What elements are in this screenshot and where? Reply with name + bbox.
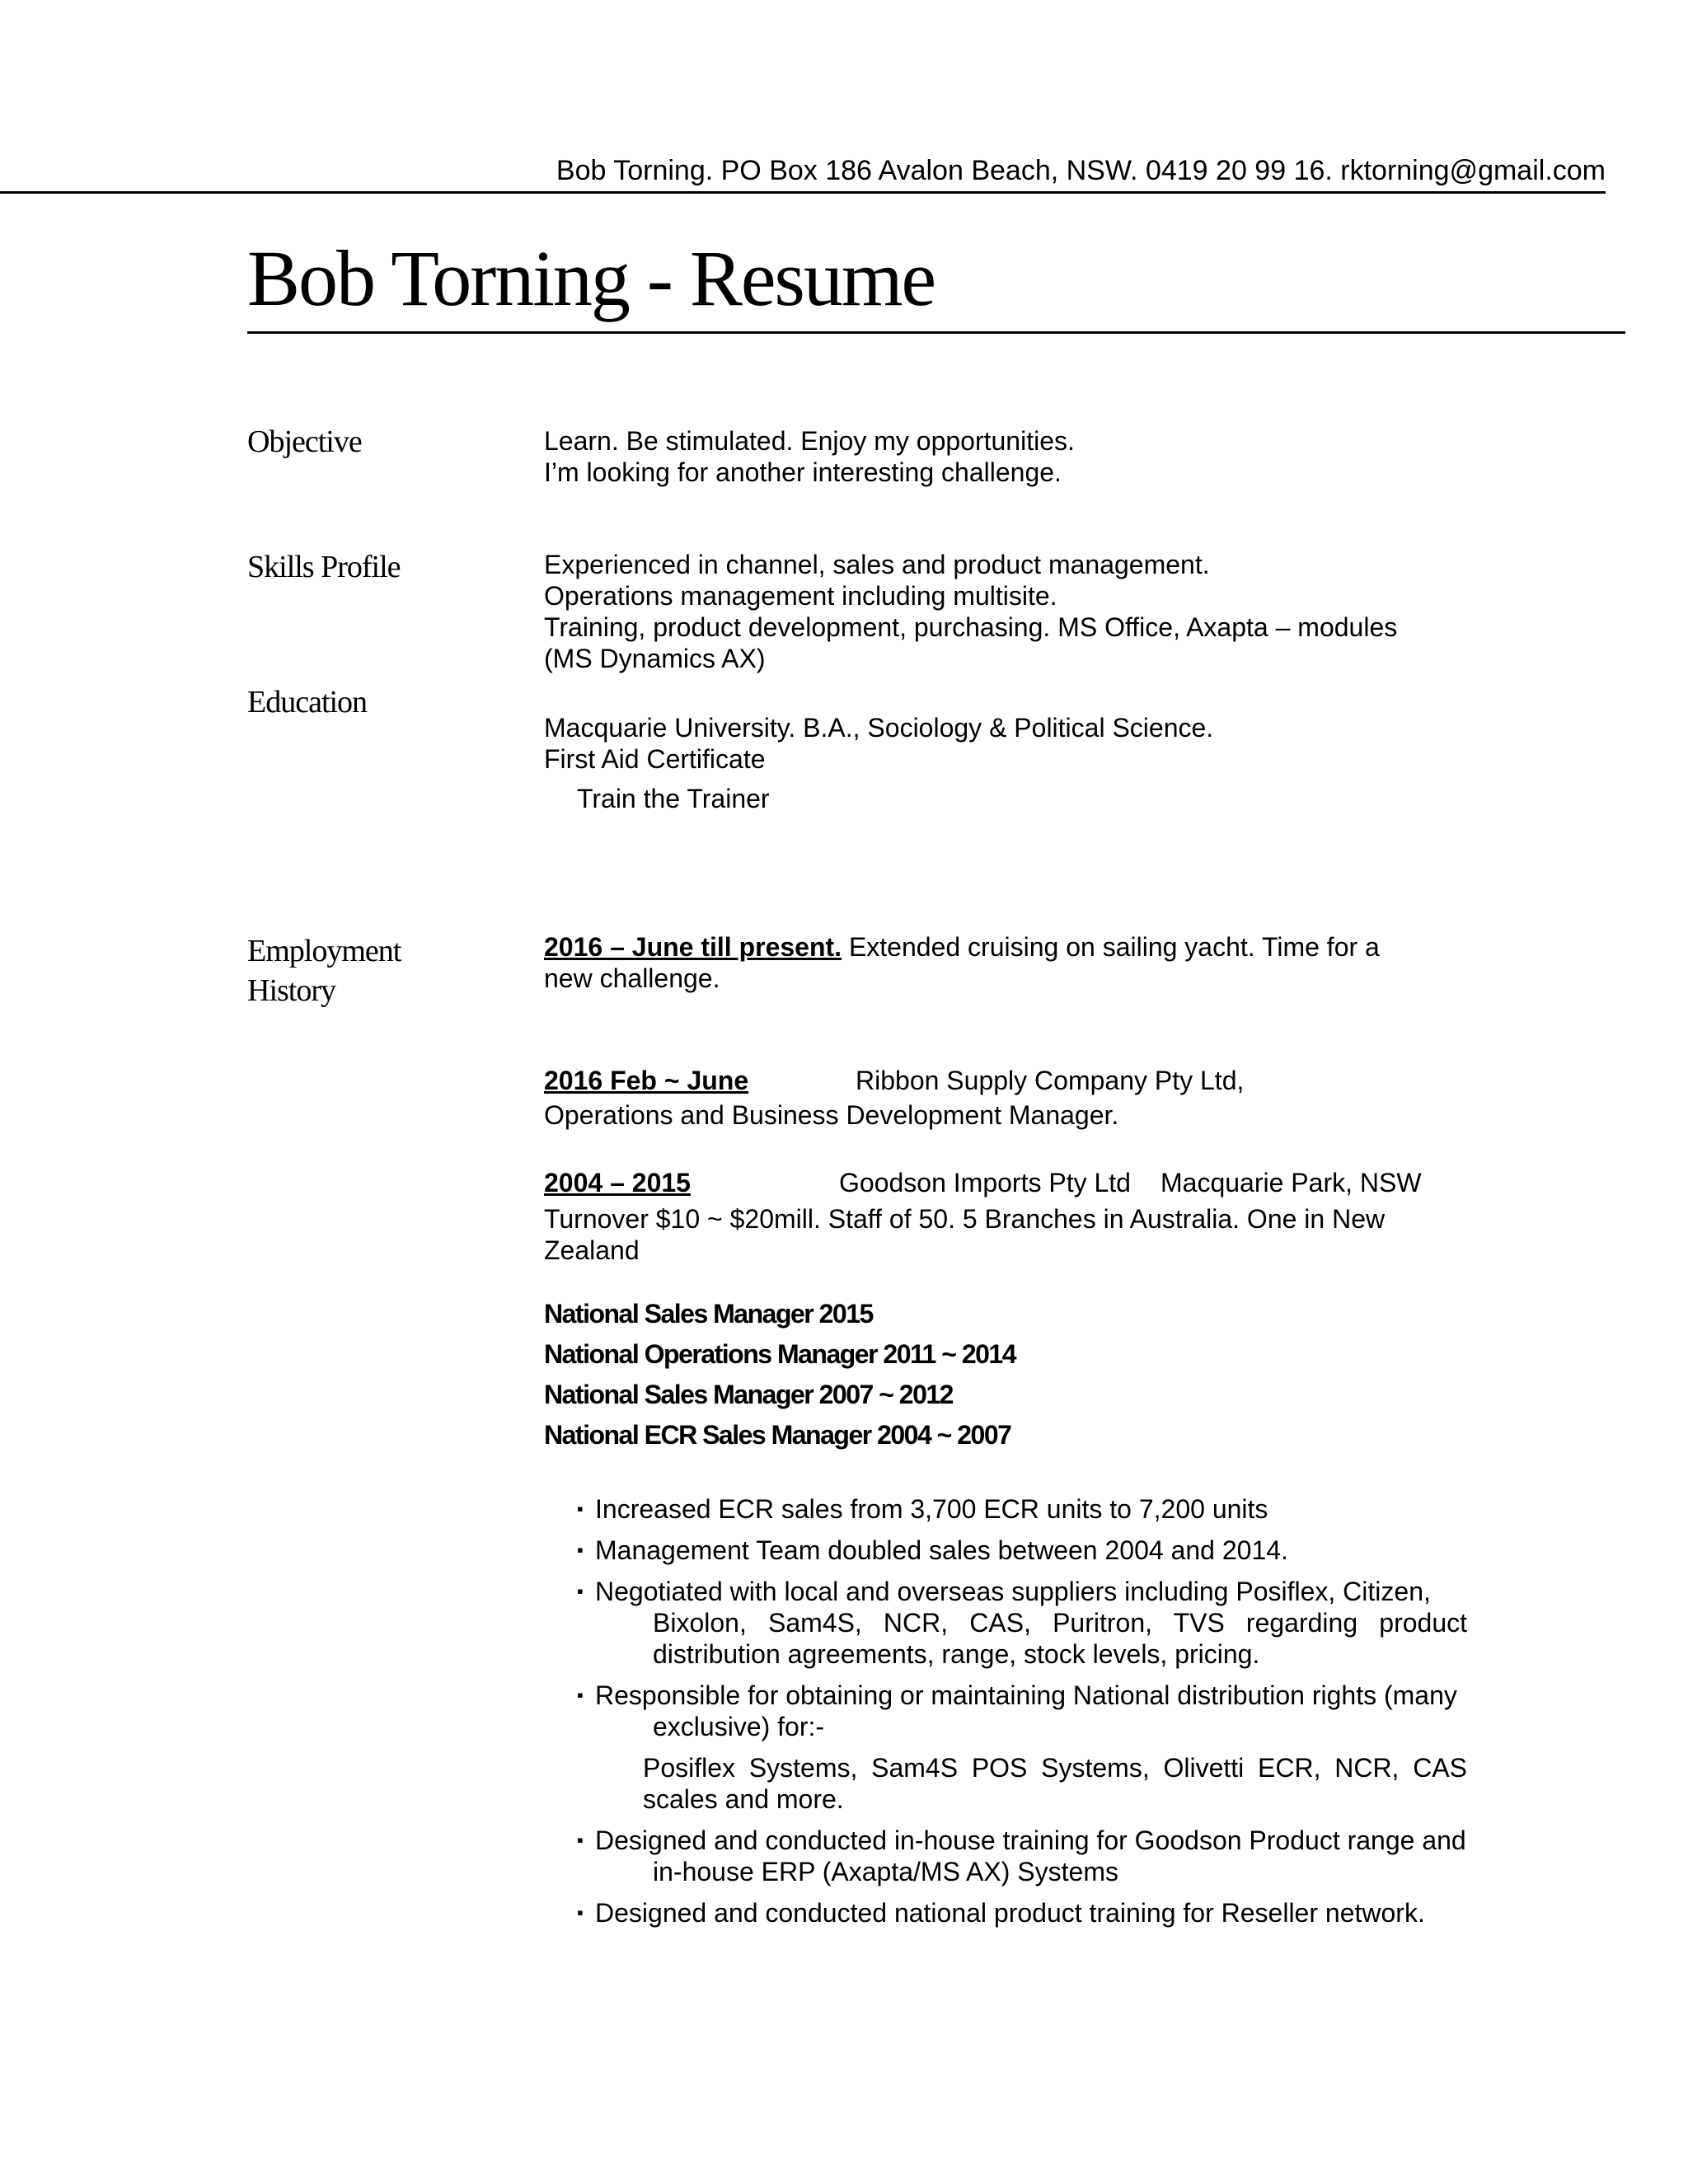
job-role: Operations and Business Development Manager.	[544, 1100, 1119, 1130]
list-item	[577, 1825, 1467, 1887]
list-item-text: Responsible for obtaining or maintaining National distribution rights (many	[595, 1680, 1457, 1710]
job-description: new challenge.	[544, 963, 720, 993]
job-description: Turnover $10 ~ $20mill. Staff of 50. 5 Branches in Australia. One in New	[544, 1204, 1386, 1234]
job-description: Zealand	[544, 1235, 640, 1265]
list-item-text: in-house ERP (Axapta/MS AX) Systems	[653, 1857, 1118, 1886]
bullet-icon: ▪	[577, 1830, 584, 1850]
objective-line: Learn. Be stimulated. Enjoy my opportunities.	[544, 426, 1075, 456]
list-item	[577, 1897, 1467, 1929]
job-entry-3	[544, 1167, 1422, 1266]
section-label-employment	[247, 931, 401, 1010]
list-item-text: Designed and conducted national product training for Reseller network.	[595, 1898, 1425, 1928]
education-line: First Aid Certificate	[544, 744, 766, 774]
bullet-icon: ▪	[577, 1540, 584, 1560]
list-item-text: Negotiated with local and overseas suppliers including Posiflex, Citizen,	[595, 1577, 1431, 1606]
job-period: 2016 Feb ~ June	[544, 1066, 749, 1095]
list-item-text: exclusive) for:-	[653, 1712, 825, 1741]
bullet-icon: ▪	[577, 1685, 584, 1705]
job-period: 2004 – 2015	[544, 1168, 691, 1197]
list-item-text: Increased ECR sales from 3,700 ECR units to 7,200 units	[595, 1494, 1268, 1524]
education-line: Macquarie University. B.A., Sociology & Political Science.	[544, 713, 1214, 743]
job-entry-1	[544, 931, 1380, 994]
job-role-title: National Sales Manager 2015	[544, 1299, 873, 1329]
education-text	[544, 712, 1213, 814]
job-company: Ribbon Supply Company Pty Ltd,	[856, 1066, 1245, 1095]
objective-line: I’m looking for another interesting challenge.	[544, 457, 1062, 487]
skills-text	[544, 549, 1397, 674]
list-item	[577, 1680, 1467, 1742]
objective-text	[544, 425, 1075, 488]
title-divider	[247, 331, 1625, 334]
distribution-brands: Posiflex Systems, Sam4S POS Systems, Olivetti ECR, NCR, CAS scales and more.	[643, 1753, 1467, 1814]
list-item	[577, 1535, 1467, 1566]
skills-line: Operations management including multisite.	[544, 581, 1057, 611]
list-item-text: Bixolon, Sam4S, NCR, CAS, Puritron, TVS regarding product distribution agreements, range, stock levels, pricing.	[653, 1608, 1467, 1669]
education-line: Train the Trainer	[577, 784, 770, 813]
job-roles-list	[544, 1294, 1015, 1455]
job-company: Goodson Imports Pty Ltd	[839, 1168, 1131, 1197]
skills-line: Experienced in channel, sales and product management.	[544, 550, 1210, 579]
job-description: Extended cruising on sailing yacht. Time for a	[842, 932, 1380, 962]
list-item-text: Management Team doubled sales between 2004 and 2014.	[595, 1535, 1288, 1565]
job-role-title: National Sales Manager 2007 ~ 2012	[544, 1380, 953, 1409]
section-label-objective: Objective	[247, 424, 362, 459]
list-item	[577, 1576, 1467, 1670]
job-location: Macquarie Park, NSW	[1160, 1168, 1422, 1197]
job-role-title: National ECR Sales Manager 2004 ~ 2007	[544, 1420, 1011, 1450]
bullet-icon: ▪	[577, 1581, 584, 1601]
employment-label-line: Employment	[247, 934, 401, 968]
list-item-text: Designed and conducted in-house training for Goodson Product range and	[595, 1825, 1466, 1855]
header-divider	[0, 191, 1606, 194]
section-label-skills: Skills Profile	[247, 550, 401, 584]
bullet-icon: ▪	[577, 1498, 584, 1519]
page-title: Bob Torning - Resume	[247, 234, 935, 322]
section-label-education: Education	[247, 685, 368, 719]
job-role-title: National Operations Manager 2011 ~ 2014	[544, 1339, 1015, 1369]
list-item	[577, 1493, 1467, 1525]
job-period: 2016 – June till present.	[544, 932, 842, 962]
skills-line: (MS Dynamics AX)	[544, 644, 766, 673]
employment-label-line: History	[247, 973, 335, 1008]
job-entry-2	[544, 1065, 1245, 1131]
bullet-icon: ▪	[577, 1902, 584, 1923]
achievements-list	[577, 1493, 1467, 1938]
skills-line: Training, product development, purchasing. MS Office, Axapta – modules	[544, 612, 1398, 642]
contact-line: Bob Torning. PO Box 186 Avalon Beach, NSW. 0419 20 99 16. rktorning@gmail.com	[556, 155, 1606, 186]
